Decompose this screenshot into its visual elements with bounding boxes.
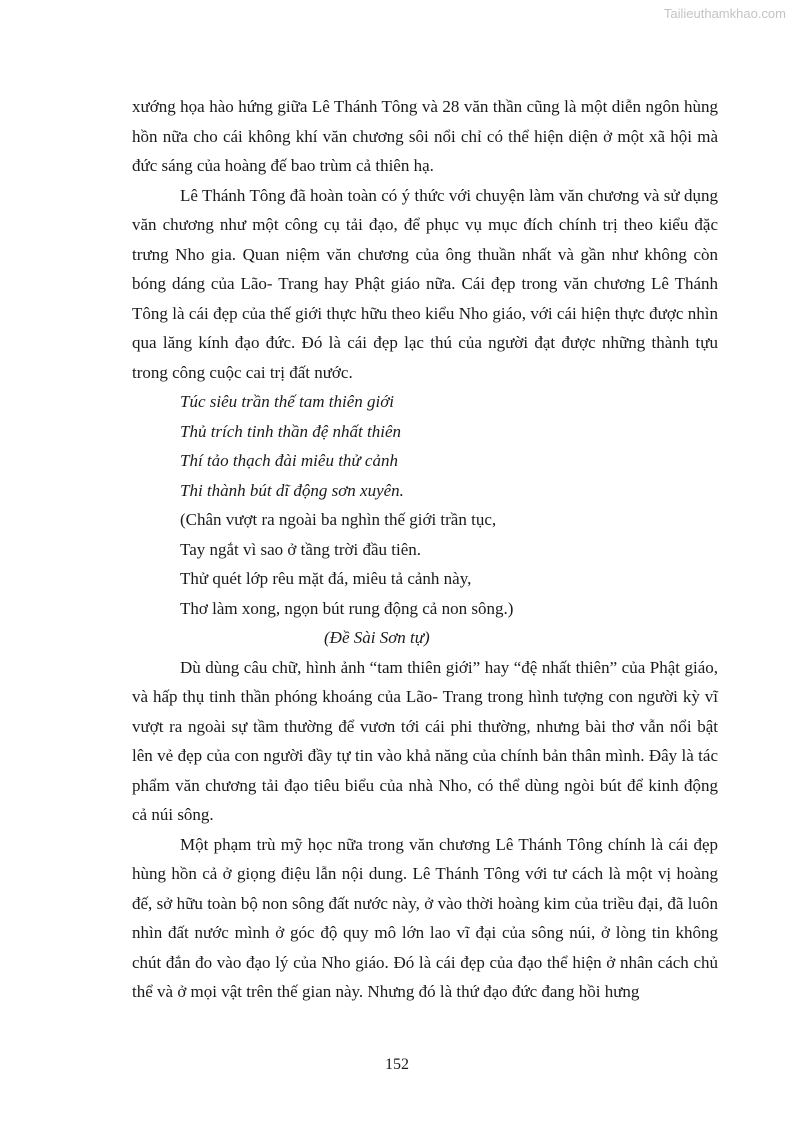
poem-original-line: Thủ trích tinh thần đệ nhất thiên (180, 421, 401, 441)
poem-original-line: Thi thành bút dĩ động sơn xuyên. (180, 480, 404, 500)
poem-translation-line: (Chân vượt ra ngoài ba nghìn thế giới trần tục, (180, 510, 497, 529)
watermark: Tailieuthamkhao.com (663, 6, 786, 21)
poem-block (132, 387, 718, 653)
paragraph-2: Lê Thánh Tông đã hoàn toàn có ý thức với chuyện làm văn chương và sử dụng văn chương như một công cụ tải đạo, để phục vụ mục đích chính trị theo kiểu đặc trưng Nho gia. Quan niệm văn chương của ông thuần nhất và gần như không còn bóng dáng của Lão- Trang hay Phật giáo nữa. Cái đẹp trong văn chương Lê Thánh Tông là cái đẹp của thế giới thực hữu theo kiểu Nho giáo, với cái hiện thực được nhìn qua lăng kính đạo đức. Đó là cái đẹp lạc thú của người đạt được những thành tựu trong công cuộc cai trị đất nước. (132, 185, 718, 382)
poem-translation-line: Thơ làm xong, ngọn bút rung động cả non sông.) (180, 598, 514, 618)
poem-translation-line: Thử quét lớp rêu mặt đá, miêu tả cảnh này, (180, 569, 472, 588)
poem-original-line: Thí tảo thạch đài miêu thử cảnh (180, 451, 398, 470)
paragraph-4: Một phạm trù mỹ học nữa trong văn chương Lê Thánh Tông chính là cái đẹp hùng hồn cả ở giọng điệu lẫn nội dung. Lê Thánh Tông với tư cách là một vị hoàng đế, sở hữu toàn bộ non sông đất nước này, ở vào thời hoàng kim của triều đại, đã luôn nhìn đất nước mình ở góc độ quy mô lớn lao vĩ đại của sông núi, ở lòng tin không chút đắn đo vào đạo lý của Nho giáo. Đó là cái đẹp của đạo thể hiện ở nhân cách chủ thể và ở mọi vật trên thế gian này. Nhưng đó là thứ đạo đức đang hồi hưng (132, 834, 718, 1001)
paragraph-1: xướng họa hào hứng giữa Lê Thánh Tông và 28 văn thần cũng là một diễn ngôn hùng hồn nữa cho cái không khí văn chương sôi nổi chỉ có thể hiện diện ở một xã hội mà đức sáng của hoàng đế bao trùm cả thiên hạ. (132, 97, 718, 175)
page-number: 152 (385, 1056, 409, 1073)
page-body (132, 92, 718, 1007)
poem-source: (Đề Sài Sơn tự) (324, 628, 430, 647)
poem-translation-line: Tay ngắt vì sao ở tầng trời đầu tiên. (180, 539, 422, 559)
poem-original-line: Túc siêu trần thế tam thiên giới (180, 392, 395, 411)
paragraph-3: Dù dùng câu chữ, hình ảnh “tam thiên giới” hay “đệ nhất thiên” của Phật giáo, và hấp thụ tinh thần phóng khoáng của Lão- Trang trong hình tượng con người kỳ vĩ vượt ra ngoài sự tầm thường để vươn tới cái phi thường, nhưng bài thơ vẫn nổi bật lên vẻ đẹp của con người đầy tự tin vào khả năng của chính bản thân mình. Đây là tác phẩm văn chương tải đạo tiêu biểu của nhà Nho, có thể dùng ngòi bút để kinh động cả núi sông. (132, 657, 718, 824)
